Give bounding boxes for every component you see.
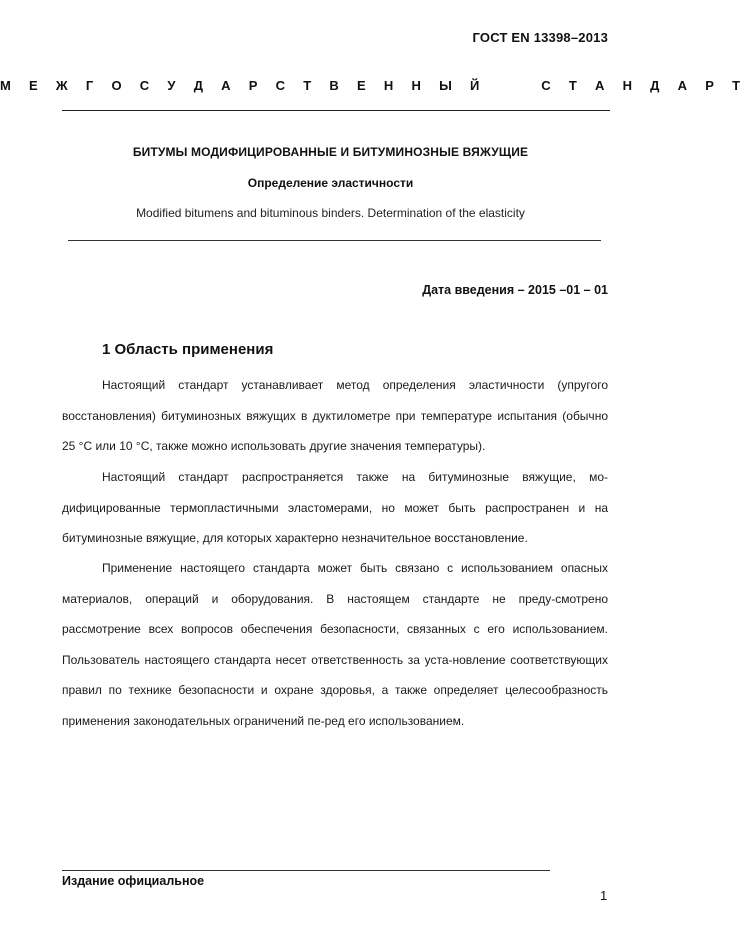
footer-divider	[62, 870, 550, 871]
document-title: БИТУМЫ МОДИФИЦИРОВАННЫЕ И БИТУМИНОЗНЫЕ ВЯЖУЩИЕ	[132, 145, 529, 159]
title-divider	[68, 240, 601, 241]
edition-label: Издание официальное	[62, 874, 205, 888]
document-subtitle: Определение эластичности	[247, 176, 414, 190]
paragraph: Настоящий стандарт устанавливает метод определения эластичности (упругого восстановления) битуминозных вяжущих в дуктилометре при температуре испытания (обычно 25 °С или 10 °С, также можно использовать другие значения температуры).	[62, 378, 608, 453]
header-divider	[62, 110, 610, 111]
page-number: 1	[600, 888, 608, 903]
introduction-date: Дата введения – 2015 –01 – 01	[422, 283, 608, 297]
standard-id: ГОСТ EN 13398–2013	[472, 30, 608, 45]
english-title: Modified bitumens and bituminous binders. Determination of the elasticity	[136, 206, 525, 220]
paragraph: Настоящий стандарт распространяется также на битуминозные вяжущие, мо-дифицированные термопластичными эластомерами, но может быть распространен и на битуминозные вяжущие, для которых характерно незначительное восстановление.	[62, 470, 608, 545]
interstate-standard-label: М Е Ж Г О С У Д А Р С Т В Е Н Н Ы Й С Т А Н Д А Р Т	[0, 78, 747, 93]
paragraph: Применение настоящего стандарта может быть связано с использованием опасных материалов, операций и оборудования. В настоящем стандарте не преду-смотрено рассмотрение всех вопросов обеспечения безопасности, связанных с его использованием. Пользователь настоящего стандарта несет ответственность за уста-новление соответствующих правил по технике безопасности и охране здоровья, а также определяет целесообразность применения законодательных ограничений пе-ред его использованием.	[62, 561, 608, 728]
section-heading: 1 Область применения	[102, 341, 274, 358]
